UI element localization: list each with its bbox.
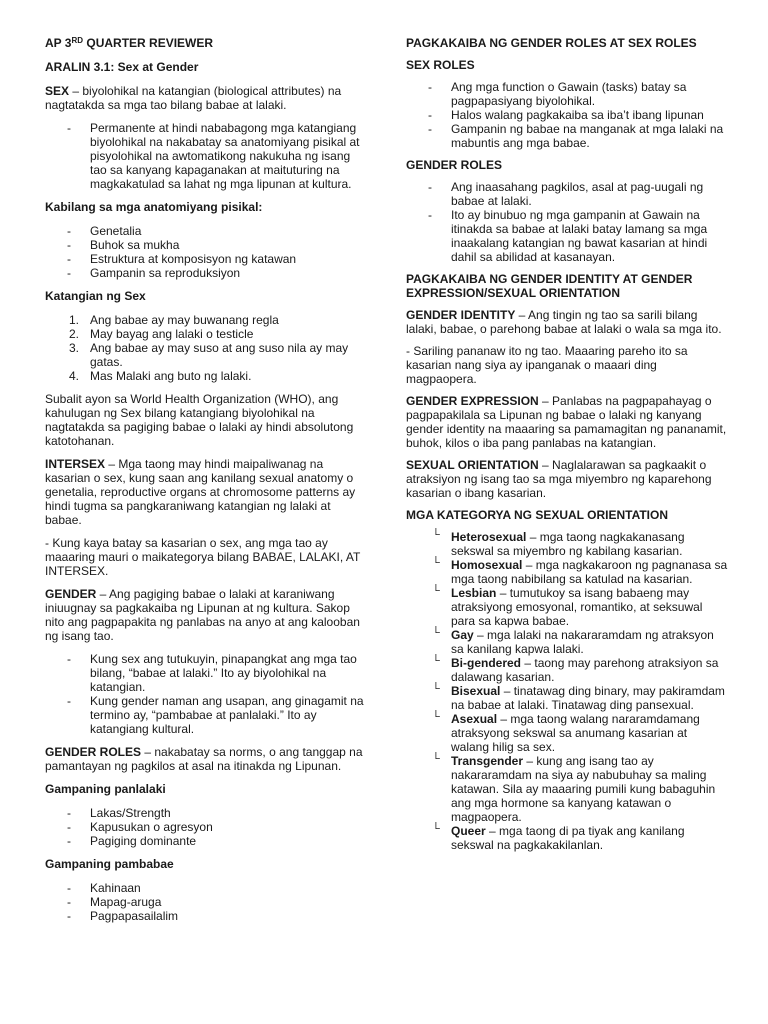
corner-bullet-icon: └ xyxy=(432,557,440,569)
gender-roles-heading: GENDER ROLES xyxy=(406,158,503,172)
list-item: └ Homosexual – mga nagkakaroon ng pagnanasa sa mga taong nabibilang sa katulad na kasarian. xyxy=(432,557,728,586)
list-item: - Kung sex ang tutukuyin, pinapangkat ang mga tao bilang, “babae at lalaki.” Ito ay biyolohikal na katangian. xyxy=(67,652,357,694)
list-item: - Halos walang pagkakaiba sa iba’t ibang lipunan xyxy=(428,108,704,122)
corner-bullet-icon: └ xyxy=(432,655,440,667)
list-item: └ Gay – mga lalaki na nakararamdam ng atraksyon sa kanilang kapwa lalaki. xyxy=(432,627,714,656)
intersex-definition: INTERSEX – Mga taong may hindi maipaliwanag na kasarian o sex, kung saan ang kanilang sexual anatomy o genetalia, reproductive organs at chromosome patterns ay hindi tugma sa pangkaraniwang katangian ng lalaki at babae. xyxy=(45,457,356,527)
kategorya-heading: MGA KATEGORYA NG SEXUAL ORIENTATION xyxy=(406,508,669,522)
right-column xyxy=(406,36,728,860)
list-item: └ Heterosexual – mga taong nagkakanasang sekswal sa miyembro ng kabilang kasarian. xyxy=(432,529,685,558)
anatomy-list xyxy=(45,224,365,280)
gender-bullets xyxy=(45,652,365,736)
corner-bullet-icon: └ xyxy=(432,585,440,597)
corner-bullet-icon: └ xyxy=(432,753,440,765)
katangian-list xyxy=(45,313,365,383)
gender-identity-definition: GENDER IDENTITY – Ang tingin ng tao sa sarili bilang lalaki, babae, o parehong babae at lalaki o wala sa mga ito. xyxy=(406,308,722,336)
list-item: 2. May bayag ang lalaki o testicle xyxy=(69,327,254,341)
pagkakaiba-heading: PAGKAKAIBA NG GENDER ROLES AT SEX ROLES xyxy=(406,36,697,50)
list-item: - Kapusukan o agresyon xyxy=(67,820,213,834)
list-item: - Genetalia xyxy=(67,224,142,238)
list-item: - Ito ay binubuo ng mga gampanin at Gawain na itinakda sa babae at lalaki batay lamang sa mga inaakalang katangian ng bawat kasarian at hindi dahil sa abilidad at kasanayan. xyxy=(428,208,708,264)
page-title: AP 3RD QUARTER REVIEWER xyxy=(45,36,214,50)
pambabae-list xyxy=(45,881,365,923)
corner-bullet-icon: └ xyxy=(432,711,440,723)
left-column xyxy=(45,36,365,932)
list-item: - Gampanin ng babae na manganak at mga lalaki na mabuntis ang mga babae. xyxy=(428,122,724,150)
who-paragraph: Subalit ayon sa World Health Organization (WHO), ang kahulugan ng Sex bilang katangiang biyolohikal na nagtatakda sa pagiging babae o lalaki ay hindi absolutong katotohanan. xyxy=(45,392,354,448)
list-item: - Estruktura at komposisyon ng katawan xyxy=(67,252,297,266)
list-item: - Gampanin sa reproduksiyon xyxy=(67,266,241,280)
identity-heading: PAGKAKAIBA NG GENDER IDENTITY AT GENDER EXPRESSION/SEXUAL ORIENTATION xyxy=(406,272,693,300)
corner-bullet-icon: └ xyxy=(432,823,440,835)
corner-bullet-icon: └ xyxy=(432,529,440,541)
sexual-orientation-definition: SEXUAL ORIENTATION – Naglalarawan sa pagkaakit o atraksiyon ng isang tao sa mga miyembro ng kaparehong kasarian o ibang kasarian. xyxy=(406,458,712,500)
list-item: - Mapag-aruga xyxy=(67,895,162,909)
classification-note: - Kung kaya batay sa kasarian o sex, ang mga tao ay maaaring mauri o maikategorya bilang BABAE, LALAKI, AT INTERSEX. xyxy=(45,536,361,578)
list-item: - Kung gender naman ang usapan, ang ginagamit na termino ay, “pambabae at panlalaki.” Ito ay katangiang kultural. xyxy=(67,694,364,736)
list-item: └ Asexual – mga taong walang nararamdamang atraksyong sekswal sa anumang kasarian at walang hilig sa sex. xyxy=(432,711,700,754)
list-item: - Lakas/Strength xyxy=(67,806,171,820)
corner-bullet-icon: └ xyxy=(432,627,440,639)
aralin-heading: ARALIN 3.1: Sex at Gender xyxy=(45,60,199,74)
katangian-heading: Katangian ng Sex xyxy=(45,289,146,303)
list-item: └ Queer – mga taong di pa tiyak ang kanilang sekswal na pagkakakilanlan. xyxy=(432,823,685,852)
orientation-list xyxy=(406,530,728,852)
panlalaki-heading: Gampaning panlalaki xyxy=(45,782,166,796)
list-item: 1. Ang babae ay may buwanang regla xyxy=(69,313,279,327)
list-item: - Pagiging dominante xyxy=(67,834,197,848)
anatomy-heading: Kabilang sa mga anatomiyang pisikal: xyxy=(45,200,263,214)
list-item: 4. Mas Malaki ang buto ng lalaki. xyxy=(69,369,252,383)
gender-roles-list xyxy=(406,180,728,264)
sex-roles-heading: SEX ROLES xyxy=(406,58,475,72)
list-item: └ Transgender – kung ang isang tao ay nakararamdam na siya ay nabubuhay sa maling katawan. Sila ay maaaring pumili kung babaguhin ang mga hormone sa kanyang katawan o magpaopera. xyxy=(432,753,716,824)
list-item: - Pagpapasailalim xyxy=(67,909,179,923)
gender-definition: GENDER – Ang pagiging babae o lalaki at karaniwang iniuugnay sa pagkakaiba ng Lipunan at ng kultura. Sakop nito ang pagpapakita ng panlabas na anyo at ang kalooban ng isang tao. xyxy=(45,587,360,643)
list-item: - Buhok sa mukha xyxy=(67,238,180,252)
pambabae-heading: Gampaning pambabae xyxy=(45,857,174,871)
sex-roles-list xyxy=(406,80,728,150)
gender-identity-note: - Sariling pananaw ito ng tao. Maaaring pareho ito sa kasarian nang siya ay ipanganak o maaari ding magpaopera. xyxy=(406,344,688,386)
gender-expression-definition: GENDER EXPRESSION – Panlabas na pagpapahayag o pagpapakilala sa Lipunan ng babae o lalaki ng kanyang gender identity na maaaring sa pamamagitan ng pananamit, buhok, kilos o iba pang panlabas na katangian. xyxy=(406,394,727,450)
list-item: - Ang inaasahang pagkilos, asal at pag-uugali ng babae at lalaki. xyxy=(428,180,704,208)
list-item: - Kahinaan xyxy=(67,881,141,895)
corner-bullet-icon: └ xyxy=(432,683,440,695)
list-item: └ Lesbian – tumutukoy sa isang babaeng may atraksiyong emosyonal, romantiko, at seksuwal para sa kapwa babae. xyxy=(432,585,703,628)
panlalaki-list xyxy=(45,806,365,848)
sex-definition: SEX – biyolohikal na katangian (biological attributes) na nagtatakda sa mga tao bilang babae at lalaki. xyxy=(45,84,342,112)
list-item: - Ang mga function o Gawain (tasks) batay sa pagpapasiyang biyolohikal. xyxy=(428,80,687,108)
gender-roles-definition: GENDER ROLES – nakabatay sa norms, o ang tanggap na pamantayan ng pagkilos at asal na itinakda ng Lipunan. xyxy=(45,745,363,773)
list-item: └ Bi-gendered – taong may parehong atraksiyon sa dalawang kasarian. xyxy=(432,655,719,684)
list-item: └ Bisexual – tinatawag ding binary, may pakiramdam na babae at lalaki. Tinatawag ding pansexual. xyxy=(432,683,725,712)
list-item: 3. Ang babae ay may suso at ang suso nila ay may gatas. xyxy=(69,341,349,369)
sex-bullets xyxy=(45,121,365,191)
list-item: - Permanente at hindi nababagong mga katangiang biyolohikal na nakabatay sa anatomiyang pisikal at pisyolohikal na awtomatikong nakukuha ng isang tao sa kanyang kapaganakan at maituturing na magkakatulad sa lahat ng mga lipunan at kultura. xyxy=(67,121,360,191)
